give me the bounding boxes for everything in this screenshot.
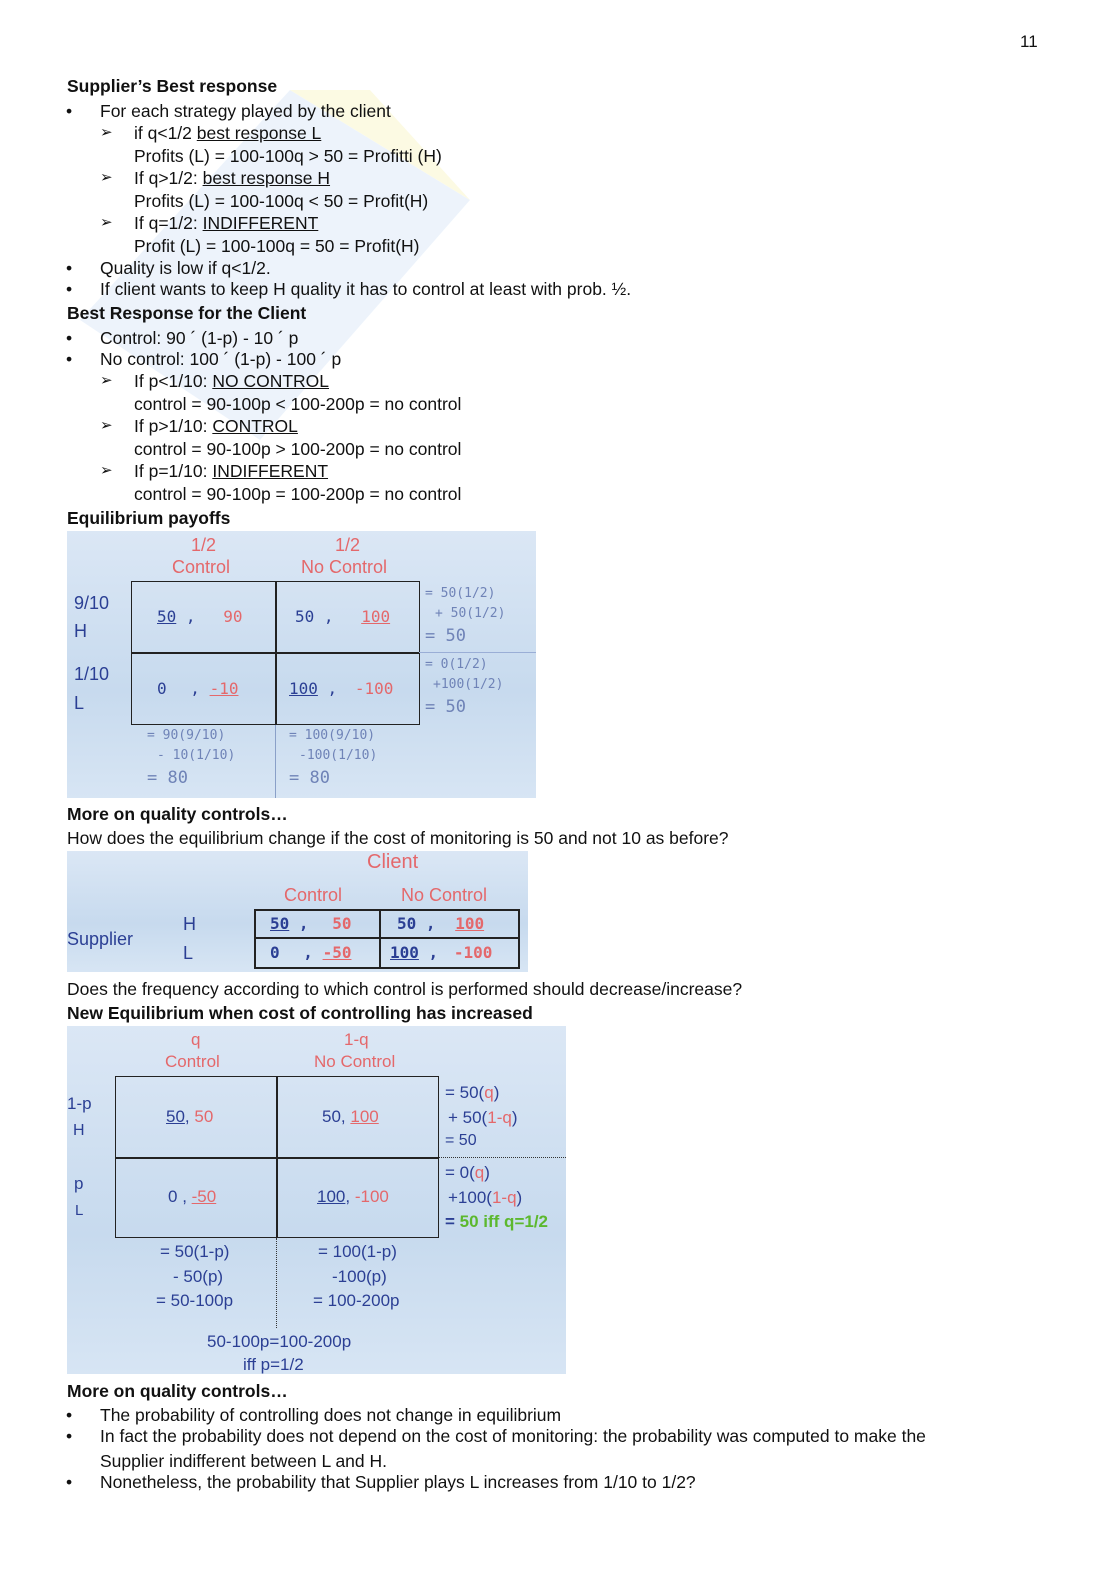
arrow-item: ➢ if q<1/2 best response L (134, 122, 321, 144)
matrix-divider (379, 909, 381, 969)
section-title-supplier-best-response: Supplier’s Best response (67, 76, 278, 96)
bullet-text: • If client wants to keep H quality it has to control at least with prob. ½. (100, 278, 631, 300)
formula-line: control = 90-100p = 100-200p = no control (134, 484, 462, 504)
arrow-item: ➢ If q>1/2: best response H (134, 167, 330, 189)
new-equilibrium-figure (67, 1026, 566, 1374)
formula-line: Profits (L) = 100-100q > 50 = Profitti (H) (134, 146, 442, 166)
control-expected-result: = 80 (147, 768, 188, 788)
bullet-text: • The probability of controlling does not change in equilibrium (100, 1404, 561, 1426)
row2-label: L (183, 943, 194, 963)
row1-label: H (74, 621, 87, 641)
bullet-text: • In fact the probability does not depend on the cost of monitoring: the probability was computed to make the (100, 1425, 926, 1447)
row2-prob: 1/10 (74, 664, 110, 684)
h-expected-line1: = 50(1/2) (425, 586, 496, 601)
row1-prob: 9/10 (74, 593, 110, 613)
arrow-item: ➢ If p=1/10: INDIFFERENT (134, 460, 328, 482)
control-expected-line1: = 50(1-p) (160, 1242, 230, 1261)
section-title-new-equilibrium: New Equilibrium when cost of controlling has increased (67, 1003, 533, 1023)
matrix-divider (131, 652, 420, 654)
l-expected-line2: +100(1/2) (433, 677, 504, 692)
row1-prob: 1-p (67, 1094, 92, 1113)
l-expected-line1: = 0(q) (445, 1163, 490, 1182)
cost-50-matrix-figure (67, 851, 528, 972)
col2-prob: 1/2 (335, 535, 361, 555)
section-title-client-best-response: Best Response for the Client (67, 303, 307, 323)
col1-label: Control (165, 1052, 220, 1071)
nocontrol-expected-line2: -100(1/10) (299, 748, 378, 763)
question-text: Does the frequency according to which control is performed should decrease/increase? (67, 979, 743, 999)
formula-line: Profit (L) = 100-100q = 50 = Profit(H) (134, 236, 420, 256)
page-number: 11 (1020, 32, 1038, 51)
section-title-quality-controls-2: More on quality controls… (67, 1381, 288, 1401)
row2-label: L (74, 693, 85, 713)
equilibrium-result: iff p=1/2 (243, 1355, 304, 1374)
row2-label: L (75, 1202, 84, 1219)
col1-prob: 1/2 (191, 535, 217, 555)
h-expected-result: = 50 (445, 1132, 477, 1149)
control-expected-result: = 50-100p (156, 1291, 234, 1310)
equilibrium-payoffs-figure (67, 531, 536, 798)
col2-label: No Control (314, 1052, 396, 1071)
cell-l-control: 0 , -50 (270, 943, 352, 962)
bullet-text: • Control: 90 ´ (1-p) - 10 ´ p (100, 327, 298, 349)
formula-line: control = 90-100p < 100-200p = no control (134, 394, 462, 414)
equilibrium-condition: 50-100p=100-200p (207, 1332, 352, 1351)
arrow-item: ➢ If p<1/10: NO CONTROL (134, 370, 329, 392)
nocontrol-expected-line2: -100(p) (332, 1267, 387, 1286)
col1-label: Control (172, 557, 231, 577)
client-label: Client (367, 851, 419, 873)
bullet-text: • Quality is low if q<1/2. (100, 257, 271, 279)
cell-h-nocontrol: 50, 100 (322, 1107, 379, 1126)
control-expected-line1: = 90(9/10) (147, 728, 226, 743)
divider (276, 1238, 277, 1328)
control-expected-line2: - 50(p) (173, 1267, 224, 1286)
l-expected-result: = 50 (425, 697, 466, 717)
cell-l-nocontrol: 100, -100 (317, 1187, 389, 1206)
nocontrol-expected-line1: = 100(9/10) (289, 728, 376, 743)
nocontrol-expected-result: = 100-200p (313, 1291, 400, 1310)
row2-prob: p (74, 1174, 84, 1193)
cell-h-control: 50, 50 (166, 1107, 214, 1126)
col2-label: No Control (401, 885, 488, 905)
bullet-text: • No control: 100 ´ (1-p) - 100 ´ p (100, 348, 341, 370)
col2-label: No Control (301, 557, 388, 577)
divider (275, 725, 276, 798)
section-title-quality-controls: More on quality controls… (67, 804, 288, 824)
divider (419, 652, 536, 653)
arrow-item: ➢ If p>1/10: CONTROL (134, 415, 298, 437)
row1-label: H (183, 914, 196, 934)
cell-l-nocontrol: 100 , -100 (289, 679, 394, 698)
bullet-text: • For each strategy played by the client (100, 100, 391, 122)
cell-l-nocontrol: 100 , -100 (390, 943, 493, 962)
question-text: How does the equilibrium change if the cost of monitoring is 50 and not 10 as before? (67, 828, 729, 848)
row1-label: H (73, 1122, 85, 1139)
control-expected-line2: - 10(1/10) (157, 748, 236, 763)
l-expected-result: = 50 iff q=1/2 (445, 1212, 549, 1231)
formula-line: Profits (L) = 100-100q < 50 = Profit(H) (134, 191, 429, 211)
col1-prob: q (191, 1030, 201, 1049)
cell-l-control: 0 , -10 (157, 679, 239, 698)
bullet-text-continuation: Supplier indifferent between L and H. (100, 1451, 387, 1471)
l-expected-line2: +100(1-q) (448, 1188, 523, 1207)
h-expected-line2: + 50(1/2) (435, 606, 506, 621)
l-expected-line1: = 0(1/2) (425, 657, 488, 672)
bullet-text: • Nonetheless, the probability that Supplier plays L increases from 1/10 to 1/2? (100, 1471, 696, 1493)
col2-prob: 1-q (344, 1030, 369, 1049)
cell-h-nocontrol: 50 , 100 (295, 607, 391, 626)
h-expected-result: = 50 (425, 626, 466, 646)
h-expected-line2: + 50(1-q) (448, 1108, 518, 1127)
cell-h-nocontrol: 50 , 100 (397, 914, 485, 933)
nocontrol-expected-result: = 80 (289, 768, 330, 788)
cell-h-control: 50 , 90 (157, 607, 243, 626)
formula-line: control = 90-100p > 100-200p = no control (134, 439, 462, 459)
h-expected-line1: = 50(q) (445, 1083, 500, 1102)
divider (439, 1157, 566, 1158)
supplier-label: Supplier (67, 929, 134, 949)
matrix-divider (254, 937, 518, 939)
section-title-equilibrium-payoffs: Equilibrium payoffs (67, 508, 231, 528)
col1-label: Control (284, 885, 343, 905)
cell-l-control: 0 , -50 (168, 1187, 217, 1206)
matrix-divider (115, 1157, 439, 1159)
nocontrol-expected-line1: = 100(1-p) (318, 1242, 397, 1261)
arrow-item: ➢ If q=1/2: INDIFFERENT (134, 212, 318, 234)
cell-h-control: 50 , 50 (270, 914, 352, 933)
